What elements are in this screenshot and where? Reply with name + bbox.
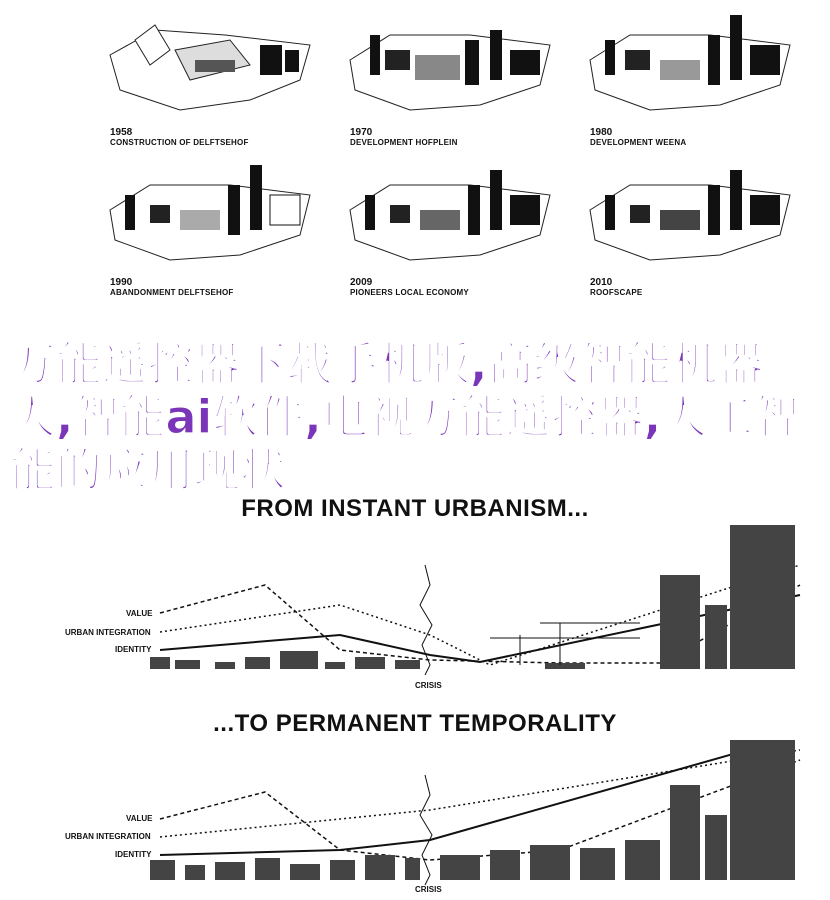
axonometric-drawing-1970 <box>340 10 570 120</box>
chart2-label-crisis: CRISIS <box>415 885 442 894</box>
chart2-skyline <box>150 740 795 880</box>
panel-name: ABANDONMENT DELFTSEHOF <box>110 287 234 297</box>
chart1-label-identity: IDENTITY <box>115 645 152 654</box>
panel-1990 <box>100 160 330 300</box>
panel-1980 <box>580 10 810 150</box>
chart2-heading: ...TO PERMANENT TEMPORALITY <box>213 710 617 737</box>
chart2-label-identity: IDENTITY <box>115 850 152 859</box>
panel-name: DEVELOPMENT WEENA <box>590 137 687 147</box>
panel-name: CONSTRUCTION OF DELFTSEHOF <box>110 137 249 147</box>
panel-year: 1958 <box>110 127 133 138</box>
panel-2010 <box>580 160 810 300</box>
chart1-heading: FROM INSTANT URBANISM... <box>241 495 589 522</box>
panel-1970 <box>340 10 570 150</box>
chart2-label-urban: URBAN INTEGRATION <box>65 832 151 841</box>
overlay-title: 万能遥控器下载手机版,高级智能机器人,智能ai软件,电视万能遥控器,人工智能的应用现状 <box>10 337 800 497</box>
axonometric-drawing-1980 <box>580 10 810 120</box>
panel-2009 <box>340 160 570 300</box>
chart2-crisis-marker <box>420 775 432 885</box>
panel-year: 2010 <box>590 277 613 288</box>
panel-year: 2009 <box>350 277 373 288</box>
chart1-label-value: VALUE <box>126 609 153 618</box>
axonometric-drawing-2009 <box>340 160 570 270</box>
panel-name: DEVELOPMENT HOFPLEIN <box>350 137 458 147</box>
axonometric-drawing-1958 <box>100 10 330 120</box>
chart1-label-urban: URBAN INTEGRATION <box>65 628 151 637</box>
axonometric-drawing-2010 <box>580 160 810 270</box>
panel-1958 <box>100 10 330 150</box>
chart2-label-value: VALUE <box>126 814 153 823</box>
panel-name: ROOFSCAPE <box>590 287 643 297</box>
chart2-identity-line <box>160 740 800 855</box>
chart1-label-crisis: CRISIS <box>415 681 442 690</box>
chart2-value-line <box>160 760 800 860</box>
chart1-diagram <box>0 525 830 715</box>
axonometric-drawing-1990 <box>100 160 330 270</box>
chart1-value-line <box>160 585 800 663</box>
chart2-diagram <box>0 740 830 900</box>
panel-year: 1970 <box>350 127 373 138</box>
chart1-skyline <box>150 525 795 669</box>
panel-year: 1980 <box>590 127 613 138</box>
panel-name: PIONEERS LOCAL ECONOMY <box>350 287 469 297</box>
panel-year: 1990 <box>110 277 133 288</box>
chart1-identity-line <box>160 595 800 662</box>
